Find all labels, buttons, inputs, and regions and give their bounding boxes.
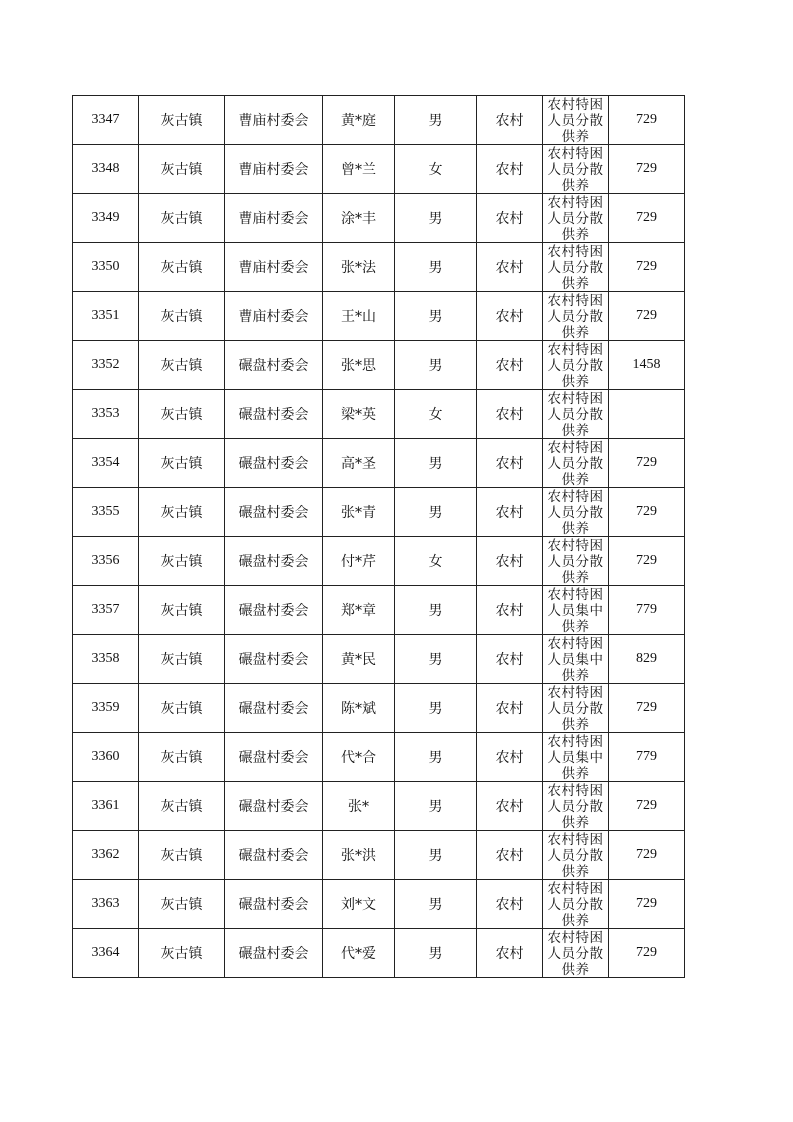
village-cell: 曹庙村委会	[225, 243, 323, 292]
amount-cell: 729	[609, 488, 685, 537]
row-number: 3354	[73, 439, 139, 488]
amount-cell: 729	[609, 439, 685, 488]
village-cell: 碾盘村委会	[225, 635, 323, 684]
support-category-text: 农村特困人员分散供养	[547, 832, 604, 879]
gender-cell: 男	[395, 880, 477, 929]
table-row	[73, 635, 685, 684]
table-row	[73, 880, 685, 929]
support-category-text: 农村特困人员分散供养	[547, 538, 604, 585]
support-category-text: 农村特困人员集中供养	[547, 734, 604, 781]
row-number: 3361	[73, 782, 139, 831]
amount-cell: 1458	[609, 341, 685, 390]
table-body	[73, 96, 685, 978]
town-cell: 灰古镇	[139, 341, 225, 390]
village-cell: 碾盘村委会	[225, 341, 323, 390]
person-name-cell: 张*法	[323, 243, 395, 292]
gender-cell: 男	[395, 684, 477, 733]
person-name-cell: 张*	[323, 782, 395, 831]
village-cell: 碾盘村委会	[225, 537, 323, 586]
town-cell: 灰古镇	[139, 96, 225, 145]
area-type-cell: 农村	[477, 635, 543, 684]
person-name-cell: 高*圣	[323, 439, 395, 488]
gender-cell: 男	[395, 586, 477, 635]
gender-cell: 男	[395, 733, 477, 782]
support-category-text: 农村特困人员分散供养	[547, 685, 604, 732]
support-category-text: 农村特困人员分散供养	[547, 881, 604, 928]
table-row	[73, 929, 685, 978]
gender-cell: 男	[395, 831, 477, 880]
gender-cell: 男	[395, 635, 477, 684]
row-number: 3348	[73, 145, 139, 194]
support-category-cell	[543, 439, 609, 488]
amount-cell: 729	[609, 880, 685, 929]
gender-cell: 男	[395, 929, 477, 978]
support-category-text: 农村特困人员集中供养	[547, 587, 604, 634]
person-name-cell: 张*洪	[323, 831, 395, 880]
gender-cell: 女	[395, 145, 477, 194]
amount-cell: 729	[609, 537, 685, 586]
town-cell: 灰古镇	[139, 782, 225, 831]
amount-cell: 729	[609, 194, 685, 243]
amount-cell: 729	[609, 684, 685, 733]
table-row	[73, 586, 685, 635]
row-number: 3352	[73, 341, 139, 390]
town-cell: 灰古镇	[139, 733, 225, 782]
area-type-cell: 农村	[477, 782, 543, 831]
row-number: 3356	[73, 537, 139, 586]
village-cell: 碾盘村委会	[225, 880, 323, 929]
gender-cell: 男	[395, 341, 477, 390]
area-type-cell: 农村	[477, 929, 543, 978]
table-row	[73, 194, 685, 243]
support-category-cell	[543, 390, 609, 439]
row-number: 3362	[73, 831, 139, 880]
gender-cell: 女	[395, 537, 477, 586]
area-type-cell: 农村	[477, 145, 543, 194]
area-type-cell: 农村	[477, 880, 543, 929]
table-row	[73, 292, 685, 341]
village-cell: 碾盘村委会	[225, 684, 323, 733]
row-number: 3353	[73, 390, 139, 439]
support-category-cell	[543, 341, 609, 390]
amount-cell: 779	[609, 586, 685, 635]
table-row	[73, 733, 685, 782]
support-category-text: 农村特困人员分散供养	[547, 489, 604, 536]
support-category-cell	[543, 733, 609, 782]
amount-cell: 729	[609, 929, 685, 978]
amount-cell: 729	[609, 243, 685, 292]
support-category-text: 农村特困人员分散供养	[547, 244, 604, 291]
person-name-cell: 涂*丰	[323, 194, 395, 243]
support-category-text: 农村特困人员分散供养	[547, 391, 604, 438]
table-row	[73, 96, 685, 145]
support-category-text: 农村特困人员分散供养	[547, 195, 604, 242]
support-category-cell	[543, 586, 609, 635]
village-cell: 碾盘村委会	[225, 488, 323, 537]
area-type-cell: 农村	[477, 194, 543, 243]
village-cell: 碾盘村委会	[225, 439, 323, 488]
gender-cell: 男	[395, 488, 477, 537]
table-row	[73, 243, 685, 292]
town-cell: 灰古镇	[139, 145, 225, 194]
support-category-cell	[543, 194, 609, 243]
table-row	[73, 341, 685, 390]
town-cell: 灰古镇	[139, 390, 225, 439]
row-number: 3359	[73, 684, 139, 733]
support-category-text: 农村特困人员分散供养	[547, 97, 604, 144]
area-type-cell: 农村	[477, 537, 543, 586]
village-cell: 曹庙村委会	[225, 145, 323, 194]
person-name-cell: 张*青	[323, 488, 395, 537]
person-name-cell: 张*思	[323, 341, 395, 390]
area-type-cell: 农村	[477, 586, 543, 635]
person-name-cell: 曾*兰	[323, 145, 395, 194]
village-cell: 碾盘村委会	[225, 831, 323, 880]
support-category-text: 农村特困人员分散供养	[547, 440, 604, 487]
row-number: 3357	[73, 586, 139, 635]
amount-cell: 729	[609, 96, 685, 145]
support-category-cell	[543, 145, 609, 194]
support-category-cell	[543, 831, 609, 880]
support-category-text: 农村特困人员分散供养	[547, 783, 604, 830]
support-category-cell	[543, 880, 609, 929]
support-category-cell	[543, 96, 609, 145]
person-name-cell: 代*合	[323, 733, 395, 782]
area-type-cell: 农村	[477, 733, 543, 782]
amount-cell: 729	[609, 782, 685, 831]
table-row	[73, 831, 685, 880]
town-cell: 灰古镇	[139, 292, 225, 341]
support-category-cell	[543, 929, 609, 978]
town-cell: 灰古镇	[139, 880, 225, 929]
area-type-cell: 农村	[477, 243, 543, 292]
town-cell: 灰古镇	[139, 929, 225, 978]
records-table	[72, 95, 685, 978]
row-number: 3350	[73, 243, 139, 292]
town-cell: 灰古镇	[139, 831, 225, 880]
table-row	[73, 488, 685, 537]
area-type-cell: 农村	[477, 96, 543, 145]
row-number: 3360	[73, 733, 139, 782]
row-number: 3358	[73, 635, 139, 684]
support-category-text: 农村特困人员分散供养	[547, 146, 604, 193]
town-cell: 灰古镇	[139, 537, 225, 586]
town-cell: 灰古镇	[139, 194, 225, 243]
person-name-cell: 刘*文	[323, 880, 395, 929]
amount-cell	[609, 390, 685, 439]
person-name-cell: 王*山	[323, 292, 395, 341]
gender-cell: 男	[395, 292, 477, 341]
person-name-cell: 郑*章	[323, 586, 395, 635]
village-cell: 曹庙村委会	[225, 292, 323, 341]
village-cell: 碾盘村委会	[225, 390, 323, 439]
area-type-cell: 农村	[477, 831, 543, 880]
person-name-cell: 黄*庭	[323, 96, 395, 145]
amount-cell: 729	[609, 145, 685, 194]
support-category-text: 农村特困人员分散供养	[547, 930, 604, 977]
amount-cell: 779	[609, 733, 685, 782]
row-number: 3349	[73, 194, 139, 243]
support-category-cell	[543, 243, 609, 292]
village-cell: 碾盘村委会	[225, 586, 323, 635]
table-row	[73, 145, 685, 194]
support-category-cell	[543, 684, 609, 733]
row-number: 3363	[73, 880, 139, 929]
village-cell: 曹庙村委会	[225, 96, 323, 145]
row-number: 3351	[73, 292, 139, 341]
person-name-cell: 陈*斌	[323, 684, 395, 733]
village-cell: 碾盘村委会	[225, 782, 323, 831]
area-type-cell: 农村	[477, 439, 543, 488]
town-cell: 灰古镇	[139, 684, 225, 733]
row-number: 3347	[73, 96, 139, 145]
person-name-cell: 代*爱	[323, 929, 395, 978]
town-cell: 灰古镇	[139, 635, 225, 684]
support-category-text: 农村特困人员集中供养	[547, 636, 604, 683]
village-cell: 碾盘村委会	[225, 929, 323, 978]
gender-cell: 男	[395, 243, 477, 292]
support-category-cell	[543, 635, 609, 684]
person-name-cell: 梁*英	[323, 390, 395, 439]
row-number: 3364	[73, 929, 139, 978]
support-category-text: 农村特困人员分散供养	[547, 342, 604, 389]
village-cell: 碾盘村委会	[225, 733, 323, 782]
area-type-cell: 农村	[477, 684, 543, 733]
area-type-cell: 农村	[477, 488, 543, 537]
table-row	[73, 782, 685, 831]
gender-cell: 男	[395, 194, 477, 243]
amount-cell: 729	[609, 292, 685, 341]
town-cell: 灰古镇	[139, 243, 225, 292]
gender-cell: 男	[395, 782, 477, 831]
gender-cell: 女	[395, 390, 477, 439]
gender-cell: 男	[395, 96, 477, 145]
support-category-cell	[543, 488, 609, 537]
support-category-cell	[543, 537, 609, 586]
town-cell: 灰古镇	[139, 439, 225, 488]
row-number: 3355	[73, 488, 139, 537]
person-name-cell: 黄*民	[323, 635, 395, 684]
table-row	[73, 390, 685, 439]
town-cell: 灰古镇	[139, 488, 225, 537]
support-category-cell	[543, 292, 609, 341]
amount-cell: 829	[609, 635, 685, 684]
town-cell: 灰古镇	[139, 586, 225, 635]
person-name-cell: 付*芹	[323, 537, 395, 586]
amount-cell: 729	[609, 831, 685, 880]
table-row	[73, 684, 685, 733]
table-row	[73, 439, 685, 488]
support-category-text: 农村特困人员分散供养	[547, 293, 604, 340]
area-type-cell: 农村	[477, 341, 543, 390]
area-type-cell: 农村	[477, 292, 543, 341]
table-row	[73, 537, 685, 586]
gender-cell: 男	[395, 439, 477, 488]
support-category-cell	[543, 782, 609, 831]
village-cell: 曹庙村委会	[225, 194, 323, 243]
area-type-cell: 农村	[477, 390, 543, 439]
